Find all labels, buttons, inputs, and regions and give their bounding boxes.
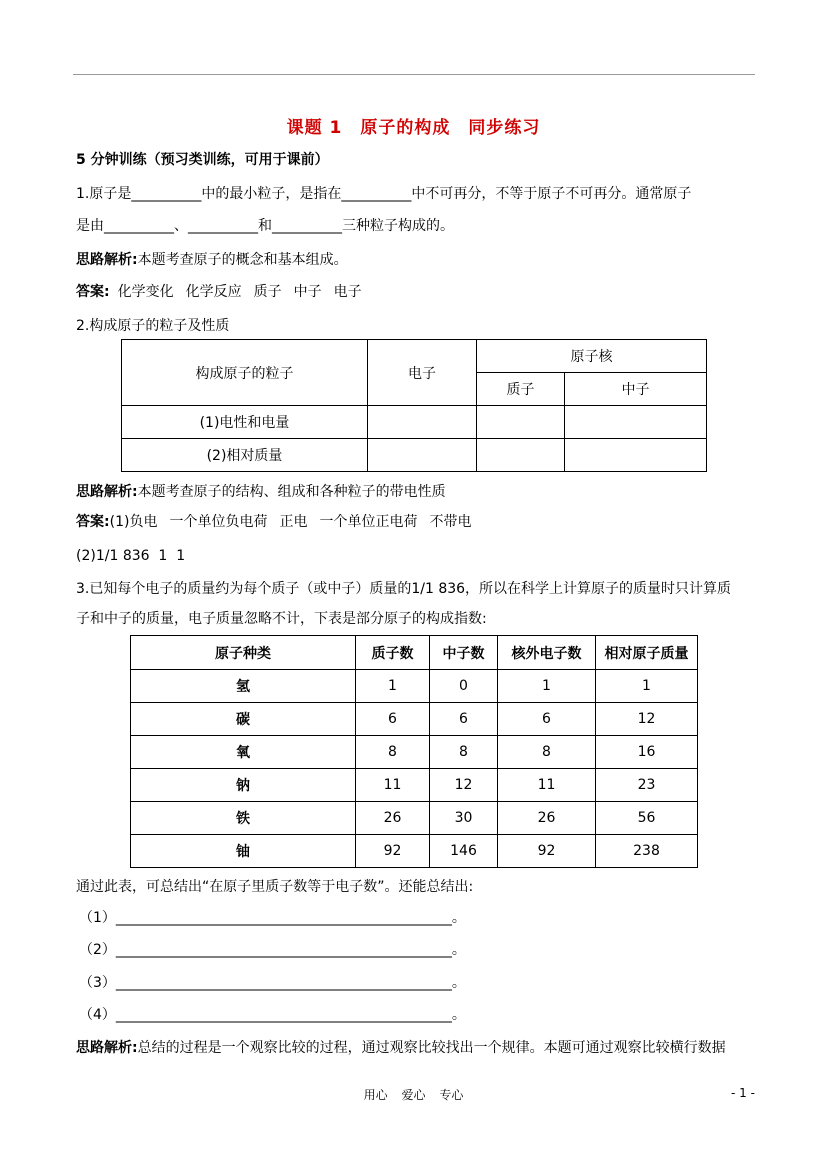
footer-item: 用心	[363, 1088, 388, 1102]
answer-item: 一个单位正电荷	[319, 514, 418, 530]
table-cell: 26	[356, 802, 430, 835]
table-cell: 1	[596, 670, 698, 703]
table-cell: 92	[498, 835, 596, 868]
answer-2	[76, 512, 471, 532]
question-1-line-2: 是由__________、__________和__________三种粒子构成的。	[76, 218, 454, 234]
section-heading: 5 分钟训练（预习类训练，可用于课前）	[76, 152, 329, 168]
table-header-atom: 原子种类	[131, 636, 356, 670]
table-cell: 146	[430, 835, 498, 868]
table-cell: 1	[356, 670, 430, 703]
answer-blank-2: （2）________________________________________________。	[79, 942, 466, 958]
header-rule	[73, 74, 755, 75]
answer-blank-3: （3）________________________________________________。	[79, 975, 466, 991]
answer-item: 一个单位负电荷	[169, 514, 268, 530]
table-row	[131, 769, 698, 802]
table-cell	[477, 439, 565, 472]
analysis-2	[76, 482, 446, 502]
table-cell	[565, 439, 707, 472]
table-row	[122, 439, 707, 472]
analysis-label: 思路解析:	[76, 484, 138, 500]
table-cell: 12	[596, 703, 698, 736]
answer-label: 答案:	[76, 284, 110, 300]
table-cell	[368, 406, 477, 439]
table-cell: 0	[430, 670, 498, 703]
answer-2-line-2: (2)1/1 836 1 1	[76, 548, 186, 564]
table-header-neutrons: 中子数	[430, 636, 498, 670]
answer-blank-4: （4）________________________________________________。	[79, 1007, 466, 1023]
question-3-line-2: 子和中子的质量，电子质量忽略不计，下表是部分原子的构成指数:	[76, 611, 487, 627]
table-row-label: (1)电性和电量	[122, 406, 368, 439]
table-cell: 92	[356, 835, 430, 868]
table-cell: 238	[596, 835, 698, 868]
table-cell: 11	[498, 769, 596, 802]
table-cell: 8	[430, 736, 498, 769]
table-row	[131, 670, 698, 703]
element-name: 铀	[131, 835, 356, 868]
table-row	[131, 802, 698, 835]
element-name: 氧	[131, 736, 356, 769]
table-cell: 12	[430, 769, 498, 802]
table-header-neutron: 中子	[565, 373, 707, 406]
answer-item: 不带电	[429, 514, 472, 530]
table-cell: 6	[356, 703, 430, 736]
element-name: 碳	[131, 703, 356, 736]
analysis-label: 思路解析:	[76, 252, 138, 268]
table-cell: 6	[498, 703, 596, 736]
footer-item: 爱心	[401, 1088, 426, 1102]
table-row	[122, 406, 707, 439]
footer-item: 专心	[439, 1088, 464, 1102]
table-cell	[477, 406, 565, 439]
answer-blank-1: （1）________________________________________________。	[79, 910, 466, 926]
analysis-text: 本题考查原子的结构、组成和各种粒子的带电性质	[137, 484, 446, 500]
title-tail: 同步练习	[468, 118, 541, 138]
table-cell: 26	[498, 802, 596, 835]
answer-item: 中子	[293, 284, 322, 300]
answer-label: 答案:	[76, 514, 110, 530]
table-header-proton: 质子	[477, 373, 565, 406]
table-cell: 1	[498, 670, 596, 703]
table-cell: 16	[596, 736, 698, 769]
analysis-text: 本题考查原子的概念和基本组成。	[137, 252, 348, 268]
answer-item: (1)负电	[109, 514, 158, 530]
title-main: 课题 1	[286, 118, 343, 138]
table-cell: 8	[356, 736, 430, 769]
title-sub: 原子的构成	[360, 118, 451, 138]
atom-composition-table	[130, 635, 698, 868]
table-row	[131, 703, 698, 736]
element-name: 氢	[131, 670, 356, 703]
table-cell: 56	[596, 802, 698, 835]
analysis-3	[76, 1038, 726, 1058]
particle-property-table	[121, 339, 707, 472]
table-row	[131, 736, 698, 769]
summary-prompt: 通过此表，可总结出“在原子里质子数等于电子数”。还能总结出:	[76, 879, 474, 895]
answer-1	[76, 282, 362, 302]
table-header-particle: 构成原子的粒子	[122, 340, 368, 406]
question-3-line-1: 3.已知每个电子的质量约为每个质子（或中子）质量的1/1 836，所以在科学上计算原子的质量时只计算质	[76, 581, 732, 597]
page-number: - 1 -	[731, 1086, 755, 1100]
answer-item: 质子	[253, 284, 282, 300]
page-title	[0, 113, 827, 138]
table-row	[131, 835, 698, 868]
table-header-electrons: 核外电子数	[498, 636, 596, 670]
table-cell: 6	[430, 703, 498, 736]
table-header-mass: 相对原子质量	[596, 636, 698, 670]
analysis-1	[76, 250, 348, 270]
table-cell	[368, 439, 477, 472]
table-cell: 30	[430, 802, 498, 835]
analysis-label: 思路解析:	[76, 1040, 138, 1056]
analysis-text: 总结的过程是一个观察比较的过程，通过观察比较找出一个规律。本题可通过观察比较横行数据	[137, 1040, 726, 1056]
answer-item: 电子	[333, 284, 362, 300]
answer-item: 化学变化	[117, 284, 174, 300]
answer-item: 正电	[279, 514, 308, 530]
element-name: 铁	[131, 802, 356, 835]
table-cell	[565, 406, 707, 439]
table-cell: 23	[596, 769, 698, 802]
table-row-label: (2)相对质量	[122, 439, 368, 472]
table-cell: 11	[356, 769, 430, 802]
table-header-protons: 质子数	[356, 636, 430, 670]
question-2: 2.构成原子的粒子及性质	[76, 318, 230, 334]
element-name: 钠	[131, 769, 356, 802]
table-cell: 8	[498, 736, 596, 769]
table-header-electron: 电子	[368, 340, 477, 406]
table-header-nucleus: 原子核	[477, 340, 707, 373]
answer-item: 化学反应	[185, 284, 242, 300]
page-footer	[0, 1086, 827, 1103]
question-1-line-1: 1.原子是__________中的最小粒子，是指在__________中不可再分，不等于原子不可再分。通常原子	[76, 186, 692, 202]
